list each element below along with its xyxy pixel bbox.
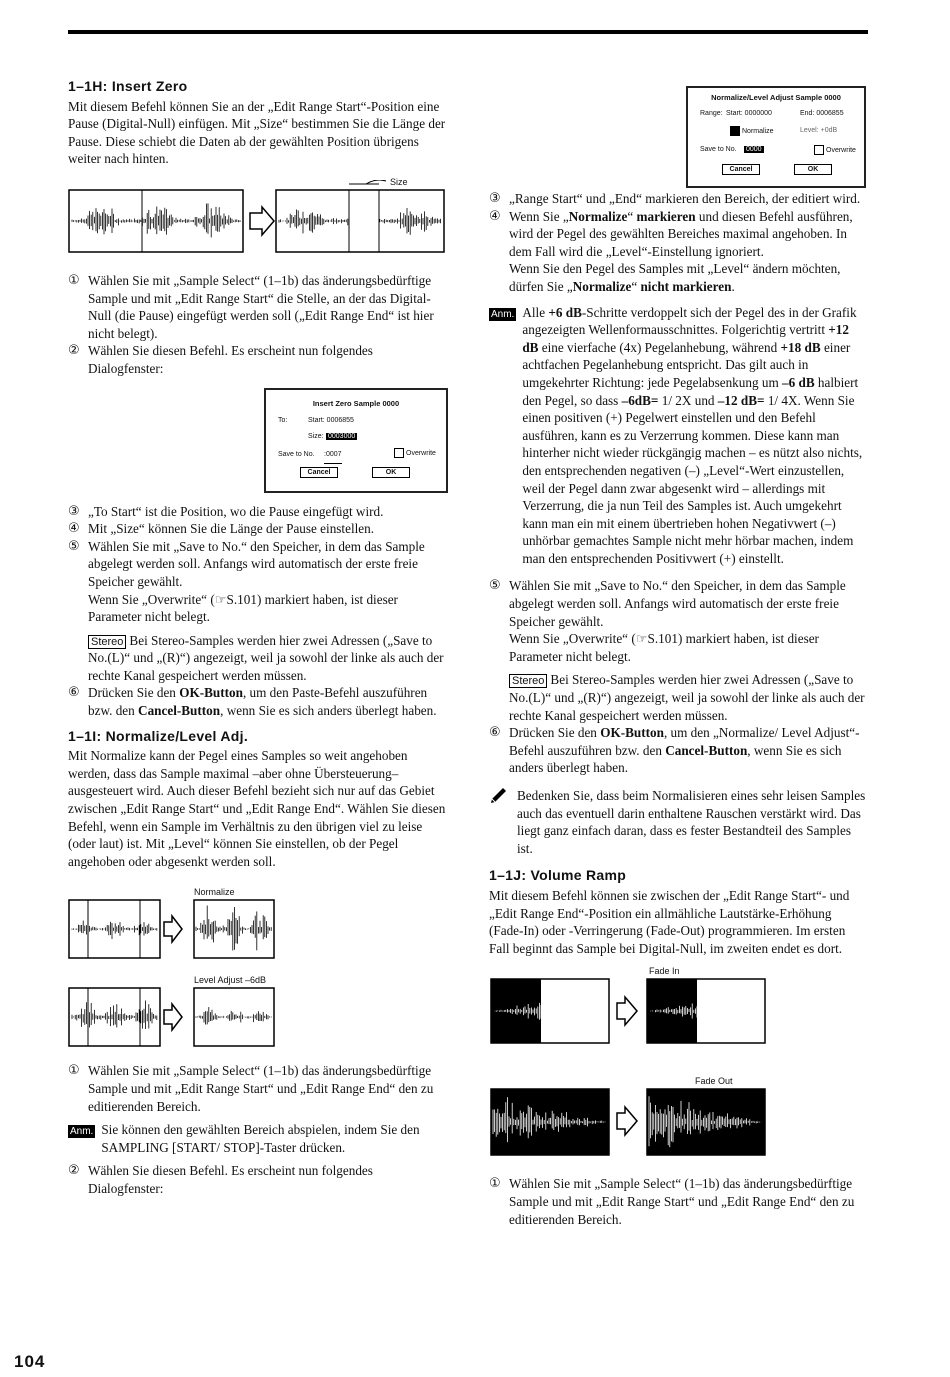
- start-value[interactable]: Start: 0006855: [308, 416, 354, 424]
- overwrite-checkbox[interactable]: [394, 448, 404, 458]
- normalize-label: Normalize: [742, 127, 774, 135]
- insert-zero-intro: Mit diesem Befehl können Sie an der „Edit Range Start“-Position eine Pause (Digital-Null) einfügen. Mit „Size“ bestimmen Sie die Länge der Pause. Diese schiebt die Daten ab der gewählten Position übrigens weiter nach hinten.: [68, 98, 446, 167]
- range-end-value[interactable]: End: 0006855: [800, 110, 844, 117]
- normalize-checkbox[interactable]: [730, 126, 740, 136]
- size-label: Size: [390, 176, 408, 187]
- normalize-step-2: ② Wählen Sie diesen Befehl. Es erscheint nun folgendes Dialogfenster:: [68, 1163, 373, 1196]
- normalize-dialog: [686, 86, 866, 188]
- normalize-caption: Normalize: [194, 887, 235, 898]
- normalize-anm-note: Anm. Sie können den gewählten Bereich abspielen, indem Sie den SAMPLING [START/ STOP]-Taster drücken.: [70, 1122, 420, 1155]
- dialog-title: Insert Zero Sample 0000: [312, 398, 400, 408]
- left-column: [68, 78, 446, 1198]
- size-field-label: Size:: [308, 432, 324, 440]
- insert-zero-step-1: ① Wählen Sie mit „Sample Select“ (1–1b) das änderungsbedürftige Sample und mit „Edit Range Start“ die Stelle, an der das Digital-Null (die Pause) eingefügt werden soll („Edit Range End“ ist hier nicht belegt).: [68, 272, 434, 341]
- save-to-field[interactable]: 0000: [746, 146, 762, 153]
- range-label: Range:: [700, 110, 723, 117]
- insert-zero-dialog: [264, 388, 448, 493]
- normalize-step-6: ⑥ Drücken Sie den OK-Button, um den „Normalize/ Level Adjust“-Befehl auszuführen bzw. den Cancel-Button, wenn Sie es sich anders überlegt haben.: [489, 725, 860, 776]
- normalize-step-4: ④ Wenn Sie „Normalize“ markieren und diesen Befehl ausführen, wird der Pegel des gewählten Bereiches maximal angehoben. In dem Fall wird die „Level“-Einstellung ignoriert. Wenn Sie den Pegel des Samples mit „Level“ ändern möchten, dürfen Sie „Normalize“ nicht markieren.: [489, 208, 853, 294]
- top-rule: [68, 30, 868, 34]
- volume-ramp-step-1: ① Wählen Sie mit „Sample Select“ (1–1b) das änderungsbedürftige Sample und mit „Edit Range Start“ und „Edit Range End“ den zu editierenden Bereich.: [489, 1176, 855, 1227]
- right-column: [489, 190, 867, 1228]
- insert-zero-step-6: ⑥ Drücken Sie den OK-Button, um den Paste-Befehl auszuführen bzw. den Cancel-Button, wenn Sie es sich anders überlegt haben.: [68, 685, 437, 719]
- volume-ramp-waveform-figure: [489, 967, 867, 1167]
- overwrite-checkbox[interactable]: [814, 145, 824, 155]
- normalize-warning-note: Bedenken Sie, dass beim Normalisieren eines sehr leisen Samples auch das eventuell darin enthaltene Rauschen verstärkt wird. Das liegt ganz einfach daran, dass es fester Bestandteil des Samples ist.: [489, 787, 867, 857]
- insert-zero-step-4: ④ Mit „Size“ können Sie die Länge der Pause einstellen.: [68, 521, 375, 537]
- insert-zero-stereo-note: Stereo Bei Stereo-Samples werden hier zwei Adressen („Save to No.(L)“ und „(R)“) angezeigt, weil ja sowohl der linke als auch der rechte Kanal gespeichert werden müssen.: [88, 632, 444, 683]
- anm-badge: Anm.: [70, 1126, 94, 1138]
- level-adjust-caption: Level Adjust –6dB: [194, 975, 267, 986]
- save-to-field[interactable]: :0007: [324, 446, 342, 465]
- section-title-volume-ramp: 1–1J: Volume Ramp: [489, 867, 627, 884]
- ok-button[interactable]: OK: [372, 467, 410, 478]
- insert-zero-figure: [68, 176, 446, 262]
- insert-zero-waveform-figure: [68, 180, 446, 262]
- normalize-step-1: ① Wählen Sie mit „Sample Select“ (1–1b) das änderungsbedürftige Sample und mit „Edit Range Start“ und „Edit Range End“ den zu editierenden Bereich.: [68, 1063, 434, 1114]
- normalize-intro: Mit Normalize kann der Pegel eines Samples so weit angehoben werden, dass das Sample maximal –aber ohne Übersteuerung– ausgesteuert wird. Auch dieser Befehl bezieht sich nur auf das Gebiet zwischen „Edit Range Start“ und „Edit Range End“. Wählen Sie diesen Befehl, wenn ein Sample im Verhältnis zu den übrigen viel zu leise (oder laut) ist. Mit „Level“ können Sie einstellen, ob der Pegel angehoben oder abgesenkt werden soll.: [68, 748, 446, 869]
- save-to-label: Save to No.: [278, 450, 315, 458]
- to-label: To:: [278, 416, 288, 424]
- size-value-field[interactable]: 0003000: [328, 432, 356, 440]
- insert-zero-step-2: ② Wählen Sie diesen Befehl. Es erscheint nun folgendes Dialogfenster:: [68, 343, 373, 376]
- page-number: 104: [14, 1352, 46, 1371]
- normalize-figure: [68, 884, 446, 1052]
- level-anm-note: Anm. Alle +6 dB-Schritte verdoppelt sich der Pegel des in der Grafik angezeigten Wellenformausschnittes. Folgerichtig vertritt +12 dB eine vierfache (4x) Pegelanhebung, während +18 dB einer achtfachen Pegelanhebung entspricht. Das gilt auch in umgekehrter Richtung: jede Pegelabsenkung um –6 dB halbiert den Pegel, so dass –6dB= 1/ 2X und –12 dB= 1/ 4X. Wenn Sie einen positiven (+) Pegelwert einstellen und den Befehl ausführen, kann es zu Verzerrung kommen. Diese kann man hinterher nicht wieder rückgängig machen – es nützt also nichts, den entsprechenden negativen (–) „Level“-Wert einzustellen, weil der Pegel dann zwar abgesenkt wird – allerdings mit Verzerrung, die ja nun Teil des Samples ist. Auch umgekehrt kann man ein mit einem übertrieben hohen Negativwert (–) unhörbar gemachtes Sample nicht mehr hörbar machen, indem man den entsprechenden Positivwert (+) einstellt.: [491, 304, 863, 566]
- save-to-label: Save to No.: [700, 146, 737, 153]
- normalize-waveform-figure: [68, 884, 446, 1052]
- cancel-button[interactable]: Cancel: [722, 164, 760, 175]
- stereo-tag: Stereo: [88, 635, 126, 649]
- normalize-stereo-note: Stereo Bei Stereo-Samples werden hier zwei Adressen („Save to No.(L)“ und „(R)“) angezeigt, weil ja sowohl der linke als auch der rechte Kanal gespeichert werden müssen.: [509, 672, 865, 723]
- overwrite-label: Overwrite: [826, 146, 856, 154]
- range-start-value[interactable]: Start: 0000000: [726, 110, 772, 117]
- section-title-insert-zero: 1–1H: Insert Zero: [68, 78, 188, 94]
- fade-out-caption: Fade Out: [695, 1076, 733, 1087]
- volume-ramp-intro: Mit diesem Befehl können sie zwischen der „Edit Range Start“- und „Edit Range End“-Position ein allmähliche Lautstärke-Erhöhung (Fade-In) oder -Verringerung (Fade-Out) programmieren. Im ersten Fall beginnt das Sample bei Digital-Null, im zweiten endet es dort.: [489, 887, 850, 956]
- insert-zero-step-5: ⑤ Wählen Sie mit „Save to No.“ den Speicher, in dem das Sample abgelegt werden soll. Anfangs wird automatisch der erste freie Speicher gewählt.: [68, 538, 425, 589]
- normalize-step-5-note: Wenn Sie „Overwrite“ (☞S.101) markiert haben, ist dieser Parameter nicht belegt.: [509, 631, 819, 664]
- anm-badge: Anm.: [491, 308, 515, 320]
- fade-in-caption: Fade In: [649, 966, 680, 977]
- overwrite-label: Overwrite: [406, 449, 436, 457]
- cancel-button[interactable]: Cancel: [300, 467, 338, 478]
- dialog-title: Normalize/Level Adjust Sample 0000: [711, 93, 841, 102]
- section-title-normalize: 1–1I: Normalize/Level Adj.: [68, 727, 249, 744]
- pencil-warning-icon: [489, 787, 511, 857]
- stereo-tag: Stereo: [509, 674, 547, 688]
- normalize-step-5: ⑤ Wählen Sie mit „Save to No.“ den Speicher, in dem das Sample abgelegt werden soll. Anfangs wird automatisch der erste freie Speicher gewählt.: [489, 578, 846, 629]
- ok-button[interactable]: OK: [794, 164, 832, 175]
- normalize-step-3: ③ „Range Start“ und „End“ markieren den Bereich, der editiert wird.: [489, 191, 861, 206]
- volume-ramp-figure: [489, 967, 867, 1167]
- insert-zero-step-5-note: Wenn Sie „Overwrite“ (☞S.101) markiert haben, ist dieser Parameter nicht belegt.: [88, 591, 398, 625]
- insert-zero-step-3: ③ „To Start“ ist die Position, wo die Pause eingefügt wird.: [68, 503, 384, 519]
- level-field[interactable]: Level: +0dB: [800, 127, 838, 134]
